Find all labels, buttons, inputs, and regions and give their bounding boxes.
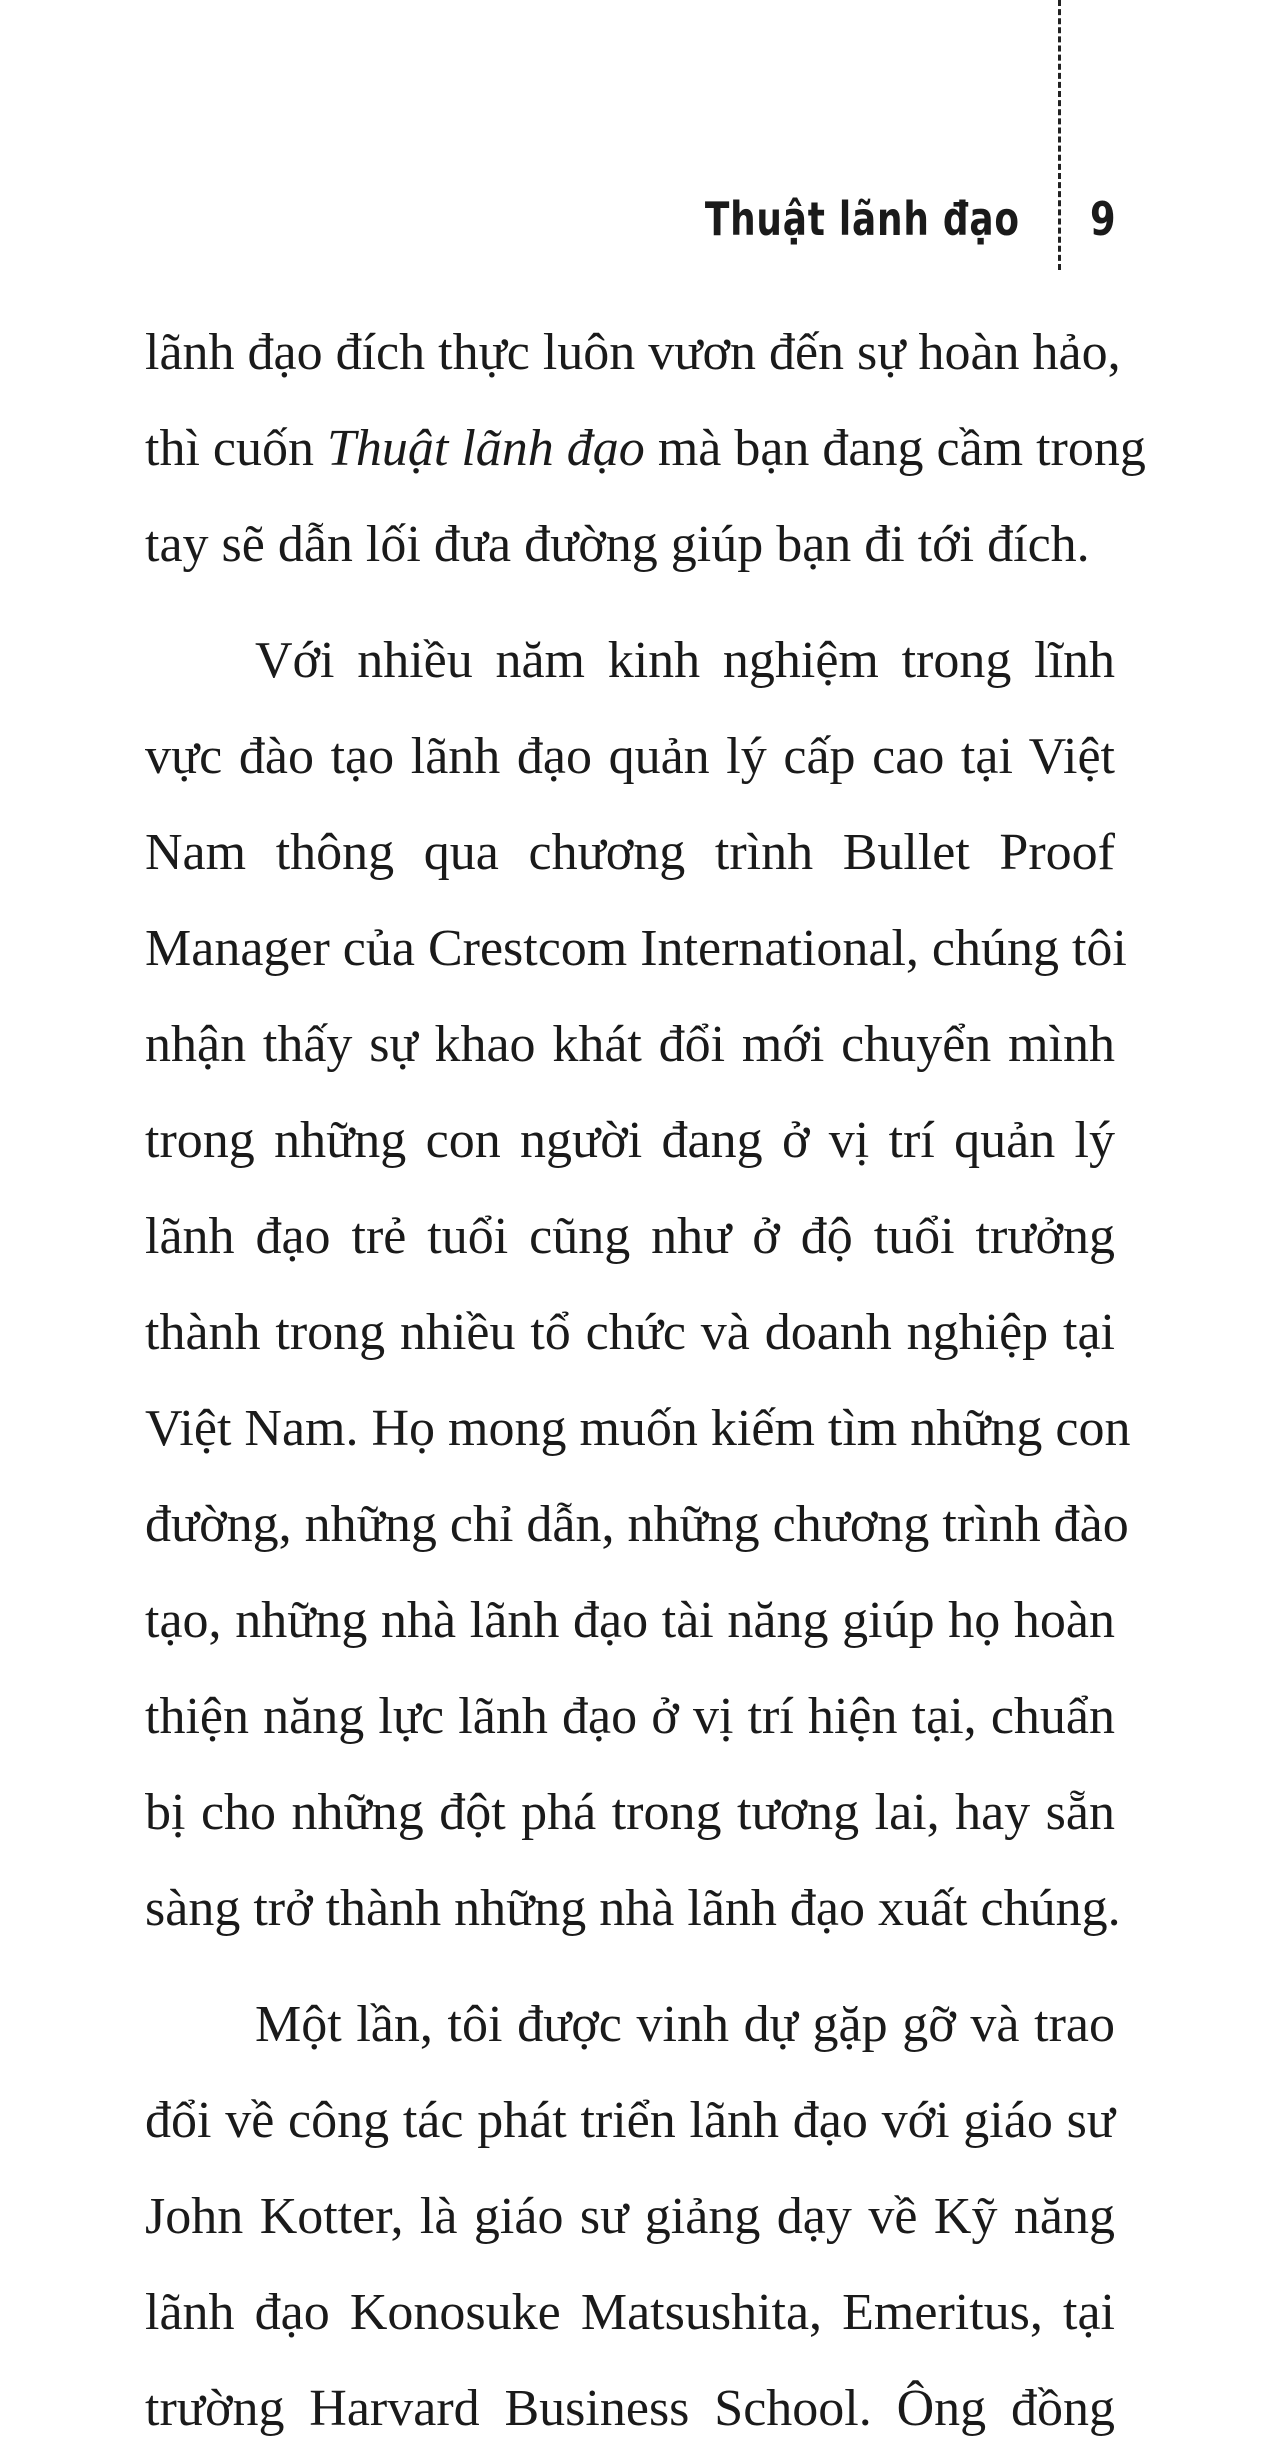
- text-line: nhận thấy sự khao khát đổi mới chuyển mình: [145, 1016, 1115, 1073]
- paragraph-2: [145, 613, 1131, 1957]
- text-line: Việt Nam. Họ mong muốn kiếm tìm những con: [145, 1400, 1131, 1457]
- paragraph-1: [145, 305, 1146, 593]
- text-line: thành trong nhiều tổ chức và doanh nghiệp tại: [145, 1304, 1115, 1361]
- text-line: đổi về công tác phát triển lãnh đạo với giáo sư: [145, 2092, 1115, 2149]
- text-line: vực đào tạo lãnh đạo quản lý cấp cao tại Việt: [145, 728, 1115, 785]
- text-line: John Kotter, là giáo sư giảng dạy về Kỹ năng: [145, 2188, 1115, 2245]
- text-line: sàng trở thành những nhà lãnh đạo xuất chúng.: [145, 1880, 1121, 1937]
- paragraph-3: [145, 1977, 1115, 2457]
- text-line: Với nhiều năm kinh nghiệm trong lĩnh: [255, 632, 1115, 689]
- text-line: lãnh đạo đích thực luôn vươn đến sự hoàn hảo,: [145, 324, 1121, 381]
- text-line: trường Harvard Business School. Ông đồng: [145, 2380, 1115, 2437]
- text-line: Nam thông qua chương trình Bullet Proof: [145, 824, 1115, 881]
- text-line: Manager của Crestcom International, chúng tôi: [145, 920, 1127, 977]
- text-line: đường, những chỉ dẫn, những chương trình đào: [145, 1496, 1129, 1553]
- body-text: [145, 305, 1146, 2457]
- header-dashed-rule: [1058, 0, 1061, 270]
- text-run: thì cuốn: [145, 420, 327, 477]
- text-line: trong những con người đang ở vị trí quản lý: [145, 1112, 1115, 1169]
- text-line: tay sẽ dẫn lối đưa đường giúp bạn đi tới đích.: [145, 516, 1090, 573]
- text-line: Một lần, tôi được vinh dự gặp gỡ và trao: [255, 1996, 1115, 2053]
- text-line: thiện năng lực lãnh đạo ở vị trí hiện tại, chuẩn: [145, 1688, 1115, 1745]
- book-title-italic: Thuật lãnh đạo: [326, 420, 645, 477]
- text-line: lãnh đạo trẻ tuổi cũng như ở độ tuổi trưởng: [145, 1208, 1115, 1265]
- text-line: [145, 401, 1146, 497]
- text-line: lãnh đạo Konosuke Matsushita, Emeritus, tại: [145, 2284, 1115, 2341]
- text-line: tạo, những nhà lãnh đạo tài năng giúp họ hoàn: [145, 1592, 1115, 1649]
- text-line: bị cho những đột phá trong tương lai, hay sẵn: [145, 1784, 1115, 1841]
- page-number: 9: [1090, 192, 1116, 246]
- text-run: mà bạn đang cầm trong: [644, 420, 1146, 477]
- running-title: Thuật lãnh đạo: [705, 192, 1020, 246]
